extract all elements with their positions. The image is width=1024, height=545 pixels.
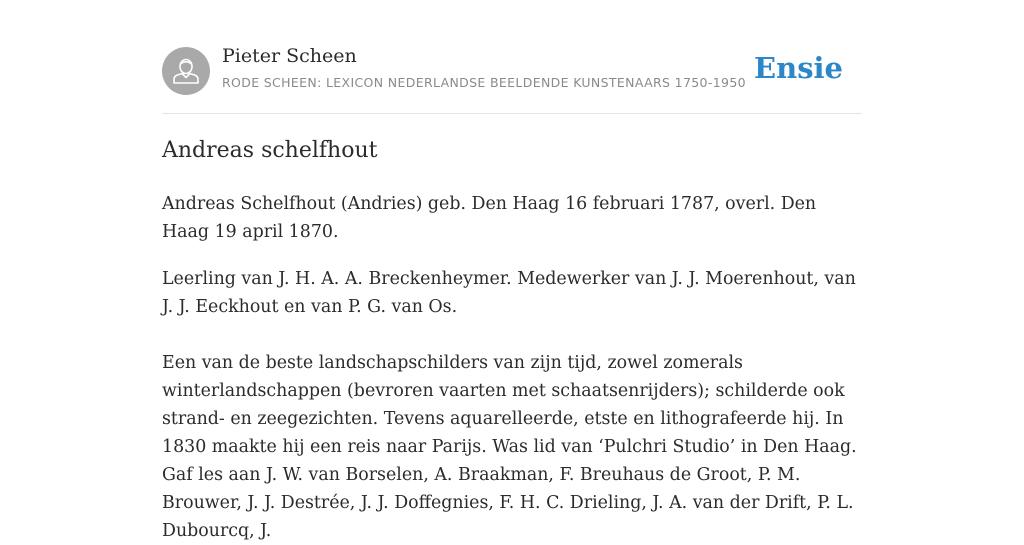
source-title[interactable]: RODE SCHEEN: LEXICON NEDERLANDSE BEELDENDE KUNSTENAARS 1750-1950 xyxy=(222,75,746,90)
article-body xyxy=(162,190,864,545)
avatar[interactable] xyxy=(162,47,210,95)
article-paragraph: Andreas Schelfhout (Andries) geb. Den Haag 16 februari 1787, overl. Den Haag 19 april 1870. xyxy=(162,194,817,242)
user-silhouette-icon xyxy=(162,47,210,95)
header xyxy=(162,0,862,114)
author-name[interactable]: Pieter Scheen xyxy=(222,45,357,67)
brand-logo[interactable]: Ensie xyxy=(754,51,843,85)
article-paragraph: Leerling van J. H. A. A. Breckenheymer. Medewerker van J. J. Moerenhout, van J. J. Eeckhout en van P. G. van Os. xyxy=(162,269,856,317)
page-container xyxy=(162,0,862,541)
article-title: Andreas schelfhout xyxy=(162,138,378,163)
article-paragraph: Een van de beste landschapschilders van zijn tijd, zowel zomerals winterlandschappen (bevroren vaarten met schaatsenrijders); schilderde ook strand- en zeegezichten. Tevens aquarelleerde, etste en lithografeerde hij. In 1830 maakte hij een reis naar Parijs. Was lid van ‘Pulchri Studio’ in Den Haag. Gaf les aan J. W. van Borselen, A. Braakman, F. Breuhaus de Groot, P. M. Brouwer, J. J. Destrée, J. J. Doffegnies, F. H. C. Drieling, J. A. van der Drift, P. L. Dubourcq, J. xyxy=(162,353,857,541)
